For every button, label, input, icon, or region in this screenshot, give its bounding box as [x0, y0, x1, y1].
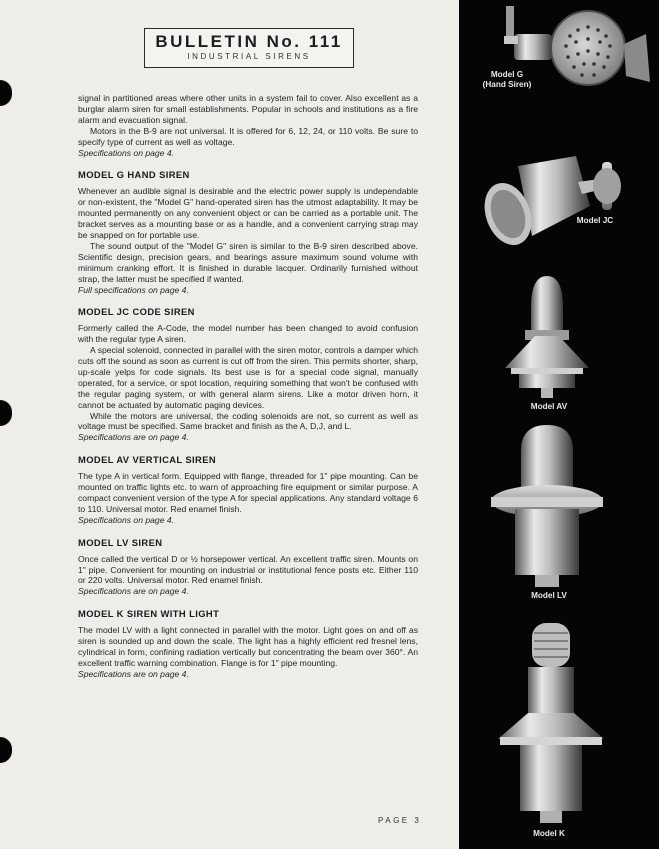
- section-paragraph: A special solenoid, connected in parallel with the siren motor, controls a damper which cuts off the sound as soon as current is cut off from the siren. This permits shorter, sharp, up-scale yelps for code signals. Its best use is for a special code signal, manually operated, for a service, or spot location, requiring something that won't be confused with the regular paging system, or with general alarm sirens. Like a motor driven horn, it cannot be actuated by automatic paging devices.: [78, 345, 418, 410]
- caption-model-g-sub: (Hand Siren): [482, 79, 532, 89]
- spec-reference: Specifications on page 4.: [78, 147, 175, 158]
- section-heading-model-k: MODEL K SIREN WITH LIGHT: [78, 608, 220, 620]
- model-lv-siren-photo: [489, 421, 605, 589]
- spec-reference: Specifications are on page 4.: [78, 586, 189, 597]
- section-paragraph: The model LV with a light connected in parallel with the motor. Light goes on and off as siren is sounded up and down the scale. The light has a highly efficient red fresnel lens, cylindrical in form, confining radiation vertically but concentrating the beam over 360°. An excellent traffic warning combination. Flange is for 1" pipe mounting.: [78, 625, 418, 668]
- section-paragraph: While the motors are universal, the coding solenoids are not, so current as well as voltage must be specified. Same bracket and finish as the A, D,J, and L.: [78, 410, 418, 432]
- caption-model-jc: Model JC: [576, 216, 614, 225]
- section-paragraph: The type A in vertical form. Equipped with flange, threaded for 1" pipe mounting. Can be mounted on traffic lights etc. to warn of approaching fire equipment or similar purpose. A compact convenient version of the type A for special applications. Any standard voltage 6 to 110. Universal motor. Red enamel finish.: [78, 471, 418, 514]
- bulletin-header: [144, 28, 354, 68]
- spec-reference: Specifications are on page 4.: [78, 432, 189, 443]
- intro-paragraph: signal in partitioned areas where other units in a system fail to cover. Also excellent as a burglar alarm siren for small establishments. Popular in schools and institutions as a fire alarm and evacuation signal.: [78, 93, 418, 125]
- model-av-siren-photo: [497, 272, 597, 400]
- model-k-siren-photo: [494, 615, 608, 827]
- bulletin-title: BULLETIN No. 111: [155, 32, 343, 51]
- section-paragraph: Formerly called the A-Code, the model number has been changed to avoid confusion with the regular type A siren.: [78, 323, 418, 345]
- section-heading-model-av: MODEL AV VERTICAL SIREN: [78, 454, 217, 466]
- caption-model-k: Model K: [533, 829, 565, 838]
- spec-reference: Specifications are on page 4.: [78, 668, 189, 679]
- section-heading-model-lv: MODEL LV SIREN: [78, 536, 163, 548]
- intro-paragraph: Motors in the B-9 are not universal. It is offered for 6, 12, 24, or 110 volts. Be sure to specify type of current as well as voltage.: [78, 125, 418, 147]
- section-heading-model-jc: MODEL JC CODE SIREN: [78, 306, 195, 318]
- text-column: [78, 93, 418, 680]
- section-paragraph: The sound output of the "Model G" siren is similar to the B-9 siren described above. Scientific design, precision gears, and bearings assure maximum sound volume with minimum cranking effort. It is finished in durable lacquer. Ordinarily furnished without strap, the latter must be specified if wanted.: [78, 240, 418, 284]
- caption-model-lv: Model LV: [531, 591, 567, 600]
- section-heading-model-g: MODEL G HAND SIREN: [78, 169, 190, 181]
- page-number: PAGE 3: [378, 816, 422, 825]
- spec-reference: Specifications on page 4.: [78, 514, 175, 525]
- spec-reference: Full specifications on page 4.: [78, 284, 189, 295]
- caption-model-g-name: Model G: [490, 70, 524, 79]
- caption-model-av: Model AV: [530, 402, 568, 411]
- section-paragraph: Once called the vertical D or ½ horsepower vertical. An excellent traffic siren. Mounts on 1" pipe. Convenient for mounting on industrial or institutional fence posts etc. Either 110 or 220 volts. Universal motor. Red enamel finish.: [78, 553, 418, 586]
- section-paragraph: Whenever an audible signal is desirable and the electric power supply is undependable or non-existent, the "Model G" hand-operated siren has the utmost adaptability. It may be mounted permanently on any convenient object or can be carried as a portable unit. The bracket serves as a mounting base or as a handle, and a convenient carrying strap may be snapped on for portable use.: [78, 186, 418, 240]
- caption-model-g: [467, 70, 547, 89]
- bulletin-subtitle: INDUSTRIAL SIRENS: [187, 52, 311, 61]
- model-jc-siren-photo: [478, 148, 648, 252]
